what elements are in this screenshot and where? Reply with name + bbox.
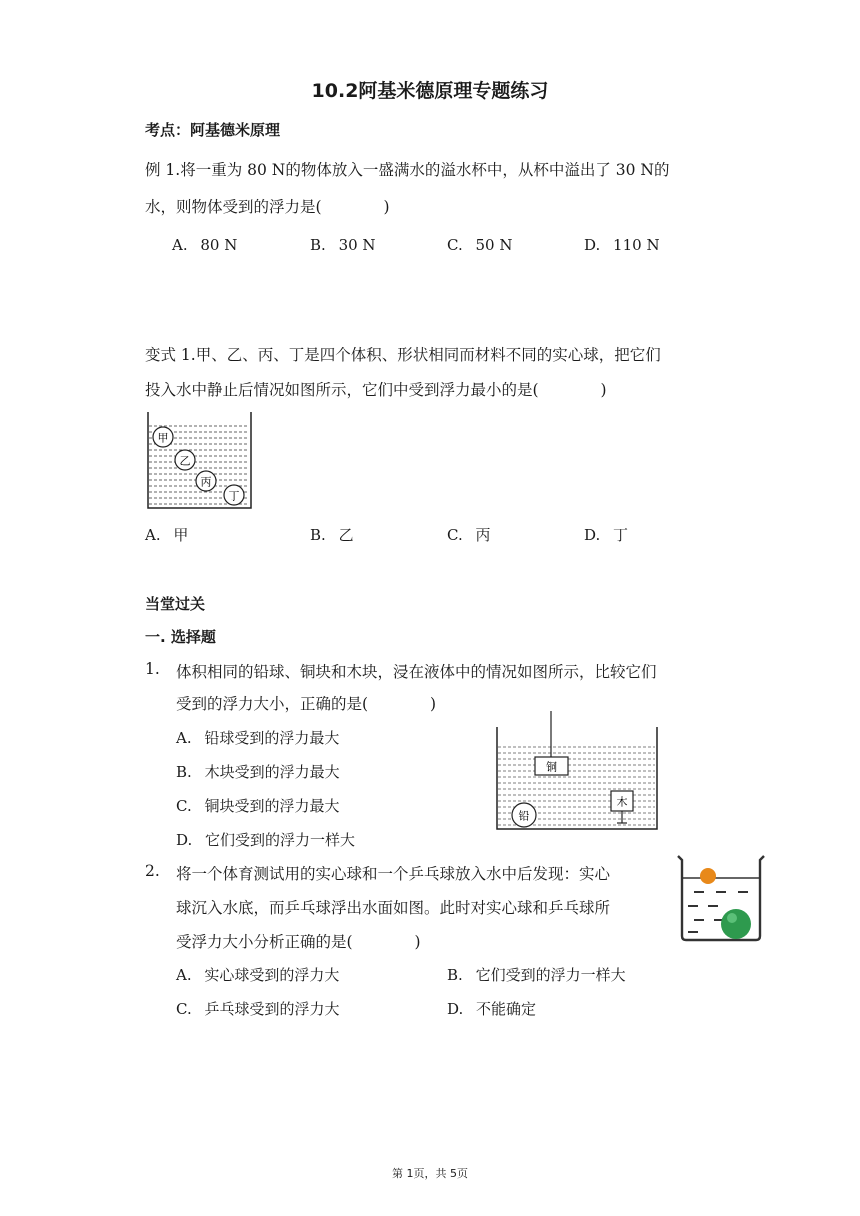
option-label: B. <box>176 763 192 781</box>
option-label: B. <box>447 966 463 984</box>
variant1-option-a <box>145 524 188 545</box>
variant1-line2: 投入水中静止后情况如图所示，它们中受到浮力最小的是( ) <box>145 381 607 399</box>
beaker-outline <box>678 856 764 940</box>
variant1-option-b <box>310 524 354 545</box>
q2-option-b <box>447 964 626 985</box>
q1-container-figure <box>495 711 659 831</box>
example1-option-c <box>447 236 512 254</box>
option-label: C. <box>176 797 192 815</box>
option-text: 80 N <box>200 236 238 254</box>
option-label: C. <box>447 236 463 254</box>
option-text: 丙 <box>475 526 491 544</box>
option-text: 实心球受到的浮力大 <box>204 966 340 984</box>
example1-option-b <box>310 236 376 254</box>
option-label: D. <box>176 831 193 849</box>
example1-option-d <box>584 236 660 254</box>
page-title: 10.2阿基米德原理专题练习 <box>311 80 549 102</box>
svg-text:铜: 铜 <box>546 760 557 774</box>
svg-text:铅: 铅 <box>518 809 530 823</box>
q2-line2: 球沉入水底，而乒乓球浮出水面如图。此时对实心球和乒乓球所 <box>176 899 611 917</box>
q2-line1: 将一个体育测试用的实心球和一个乒乓球放入水中后发现：实心 <box>176 865 611 883</box>
solid-ball <box>721 909 751 939</box>
option-label: A. <box>176 966 192 984</box>
ball-yi <box>175 450 195 470</box>
svg-text:木: 木 <box>616 795 628 809</box>
q2-beaker-figure <box>672 850 770 944</box>
svg-text:丙: 丙 <box>200 475 212 489</box>
option-text: 50 N <box>475 236 513 254</box>
svg-text:丁: 丁 <box>228 489 240 503</box>
option-label: A. <box>176 729 192 747</box>
ball-jia <box>153 427 173 447</box>
q1-line2: 受到的浮力大小，正确的是( ) <box>176 695 437 713</box>
option-text: 甲 <box>173 526 189 544</box>
option-label: B. <box>310 526 326 544</box>
option-text: 铅球受到的浮力最大 <box>204 729 340 747</box>
variant1-option-d <box>584 524 628 545</box>
option-text: 乙 <box>338 526 354 544</box>
option-label: D. <box>584 526 601 544</box>
q2-number: 2. <box>145 862 160 880</box>
option-label: D. <box>447 1000 464 1018</box>
example1-line2: 水，则物体受到的浮力是( ) <box>145 198 390 216</box>
variant1-line1: 变式 1.甲、乙、丙、丁是四个体积、形状相同而材料不同的实心球，把它们 <box>145 346 661 364</box>
option-label: D. <box>584 236 601 254</box>
option-text: 木块受到的浮力最大 <box>204 763 340 781</box>
copper-block <box>535 757 568 775</box>
svg-text:乙: 乙 <box>179 454 191 468</box>
wood-block <box>611 791 633 811</box>
example1-option-a <box>172 236 237 254</box>
svg-text:甲: 甲 <box>157 431 169 445</box>
lead-ball <box>512 803 536 827</box>
option-text: 110 N <box>613 236 660 254</box>
q1-option-d <box>176 829 355 850</box>
q1-number: 1. <box>145 660 160 678</box>
option-text: 铜块受到的浮力最大 <box>204 797 340 815</box>
option-label: A. <box>145 526 161 544</box>
variant1-beaker-figure <box>146 412 254 510</box>
option-label: C. <box>176 1000 192 1018</box>
ball-ding <box>224 485 244 505</box>
solid-ball-highlight <box>727 913 737 923</box>
q2-option-c <box>176 998 340 1019</box>
option-text: 乒乓球受到的浮力大 <box>204 1000 340 1018</box>
q2-option-a <box>176 964 339 985</box>
option-text: 不能确定 <box>476 1000 537 1018</box>
option-text: 它们受到的浮力一样大 <box>475 966 626 984</box>
q1-line1: 体积相同的铅球、铜块和木块，浸在液体中的情况如图所示，比较它们 <box>176 663 657 681</box>
option-text: 丁 <box>613 526 629 544</box>
option-label: A. <box>172 236 188 254</box>
example1-line1: 例 1.将一重为 80 N的物体放入一盛满水的溢水杯中，从杯中溢出了 30 N的 <box>145 161 670 179</box>
option-text: 30 N <box>338 236 376 254</box>
q2-line3: 受浮力大小分析正确的是( ) <box>176 933 421 951</box>
ping-pong-ball <box>700 868 716 884</box>
section-heading: 当堂过关 <box>145 595 206 613</box>
topic-heading: 考点：阿基德米原理 <box>145 121 281 139</box>
q2-option-d <box>447 998 536 1019</box>
q1-option-c <box>176 795 340 816</box>
q1-option-b <box>176 761 340 782</box>
option-label: C. <box>447 526 463 544</box>
subsection-heading: 一. 选择题 <box>145 628 216 646</box>
page-footer: 第 1页，共 5页 <box>392 1167 468 1180</box>
q1-option-a <box>176 727 339 748</box>
variant1-option-c <box>447 524 491 545</box>
ball-bing <box>196 471 216 491</box>
option-text: 它们受到的浮力一样大 <box>205 831 356 849</box>
option-label: B. <box>310 236 326 254</box>
